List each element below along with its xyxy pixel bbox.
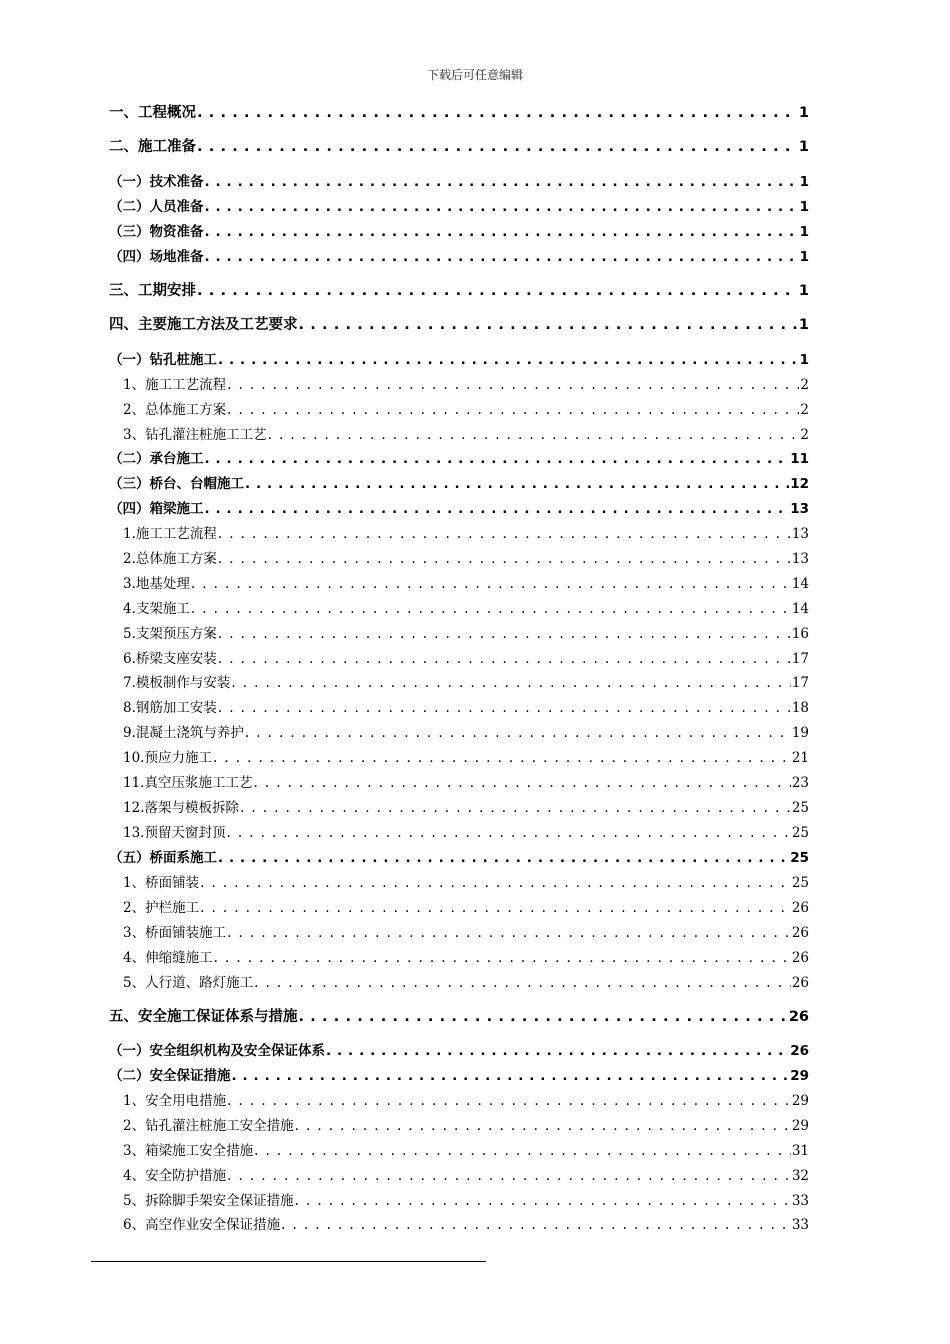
toc-page-number: 1 [798, 283, 809, 299]
page-header: 下载后可任意编辑 [426, 68, 523, 82]
toc-dot-leader [295, 1193, 791, 1209]
toc-dot-leader [227, 1168, 791, 1184]
toc-entry-title: （一）技术准备 [109, 174, 204, 190]
toc-entry[interactable] [123, 647, 809, 667]
toc-entry[interactable] [123, 796, 809, 816]
toc-entry[interactable] [123, 721, 809, 741]
toc-page-number: 26 [791, 900, 809, 916]
toc-page-number: 2 [800, 377, 809, 393]
toc-dot-leader [299, 1009, 788, 1025]
toc-page-number: 1 [799, 224, 809, 240]
toc-dot-leader [205, 174, 799, 190]
toc-entry-title: 7.模板制作与安装 [123, 675, 231, 691]
toc-entry[interactable] [109, 245, 809, 265]
toc-dot-leader [254, 1143, 791, 1159]
toc-dot-leader [205, 224, 799, 240]
toc-entry[interactable] [123, 971, 809, 991]
toc-entry-title: 10.预应力施工 [123, 750, 212, 766]
toc-entry[interactable] [109, 1064, 809, 1084]
toc-page-number: 2 [800, 402, 809, 418]
toc-entry[interactable] [123, 696, 809, 716]
toc-page-number: 33 [791, 1193, 809, 1209]
toc-dot-leader [227, 1093, 791, 1109]
toc-dot-leader [218, 850, 789, 866]
toc-page-number: 21 [791, 750, 809, 766]
toc-entry-title: 13.预留天窗封顶 [123, 825, 226, 841]
toc-entry-title: 一、工程概况 [109, 105, 196, 121]
toc-dot-leader [191, 601, 791, 617]
toc-page-number: 12 [790, 476, 809, 492]
toc-dot-leader [218, 626, 791, 642]
toc-dot-leader [227, 925, 791, 941]
toc-dot-leader [326, 1043, 789, 1059]
toc-entry-title: 3、箱梁施工安全措施 [123, 1143, 254, 1159]
toc-page-number: 18 [791, 700, 809, 716]
toc-dot-leader [231, 675, 790, 691]
toc-entry[interactable] [109, 135, 809, 156]
toc-page-number: 2 [800, 427, 809, 443]
toc-dot-leader [218, 352, 799, 368]
toc-page-number: 11 [790, 451, 809, 467]
toc-page-number: 1 [799, 199, 809, 215]
toc-entry-title: （五）桥面系施工 [109, 850, 217, 866]
toc-entry[interactable] [123, 572, 809, 592]
toc-entry-title: （一）安全组织机构及安全保证体系 [109, 1043, 325, 1059]
toc-entry-title: （二）人员准备 [109, 199, 204, 215]
toc-dot-leader [254, 975, 791, 991]
toc-entry-title: 11.真空压浆施工工艺 [123, 775, 253, 791]
toc-dot-leader [205, 501, 790, 517]
toc-dot-leader [268, 427, 800, 443]
toc-entry[interactable] [123, 1139, 809, 1159]
toc-page-number: 1 [798, 105, 809, 121]
toc-page-number: 31 [791, 1143, 809, 1159]
toc-entry[interactable] [109, 279, 809, 300]
toc-entry-title: 6.桥梁支座安装 [123, 651, 217, 667]
toc-page-number: 25 [790, 850, 809, 866]
toc-entry[interactable] [109, 170, 809, 190]
toc-page-number: 25 [791, 800, 809, 816]
toc-entry-title: 3、钻孔灌注桩施工工艺 [123, 427, 267, 443]
toc-dot-leader [197, 105, 798, 121]
toc-entry-title: 1、安全用电措施 [123, 1093, 227, 1109]
toc-entry[interactable] [109, 220, 809, 240]
toc-page-number: 29 [791, 1093, 809, 1109]
toc-page-number: 26 [791, 975, 809, 991]
toc-page-number: 1 [798, 317, 809, 333]
toc-entry-title: 2、钻孔灌注桩施工安全措施 [123, 1118, 294, 1134]
toc-dot-leader [226, 825, 790, 841]
toc-entry-title: （四）场地准备 [109, 249, 204, 265]
toc-entry[interactable] [123, 746, 809, 766]
toc-dot-leader [281, 1217, 791, 1233]
toc-page-number: 32 [791, 1168, 809, 1184]
toc-entry-title: 6、高空作业安全保证措施 [123, 1217, 281, 1233]
toc-page-number: 14 [791, 576, 809, 592]
toc-entry-title: 8.钢筋加工安装 [123, 700, 217, 716]
toc-dot-leader [214, 950, 791, 966]
toc-entry[interactable] [123, 522, 809, 542]
toc-entry[interactable] [123, 1164, 809, 1184]
toc-entry[interactable] [109, 472, 809, 492]
toc-page-number: 19 [791, 725, 809, 741]
toc-entry-title: （三）物资准备 [109, 224, 204, 240]
toc-page-number: 1 [798, 139, 809, 155]
toc-entry[interactable] [123, 671, 809, 691]
toc-entry-title: （二）承台施工 [109, 451, 204, 467]
toc-entry[interactable] [109, 1039, 809, 1059]
toc-entry[interactable] [123, 622, 809, 642]
toc-dot-leader [240, 800, 791, 816]
toc-entry[interactable] [109, 348, 809, 368]
toc-entry-title: （四）箱梁施工 [109, 501, 204, 517]
toc-entry-title: 二、施工准备 [109, 139, 196, 155]
toc-page-number: 29 [791, 1118, 809, 1134]
toc-dot-leader [200, 900, 791, 916]
toc-entry[interactable] [123, 1089, 809, 1109]
toc-entry-title: 2、总体施工方案 [123, 402, 227, 418]
toc-entry[interactable] [123, 597, 809, 617]
toc-page-number: 33 [791, 1217, 809, 1233]
toc-entry-title: 2、护栏施工 [123, 900, 200, 916]
toc-entry-title: 1、桥面铺装 [123, 875, 200, 891]
toc-dot-leader [191, 576, 791, 592]
toc-entry-title: 4、伸缩缝施工 [123, 950, 213, 966]
toc-entry-title: 5、人行道、路灯施工 [123, 975, 254, 991]
toc-entry[interactable] [123, 398, 809, 418]
toc-dot-leader [218, 651, 791, 667]
toc-entry[interactable] [123, 896, 809, 916]
toc-page-number: 26 [791, 950, 809, 966]
toc-dot-leader [295, 1118, 791, 1134]
toc-dot-leader [205, 451, 790, 467]
toc-page-number: 13 [790, 501, 809, 517]
toc-entry[interactable] [109, 195, 809, 215]
toc-entry[interactable] [109, 497, 809, 517]
toc-page-number: 1 [799, 174, 809, 190]
footer-divider [91, 1261, 486, 1262]
toc-entry[interactable] [109, 1005, 809, 1026]
toc-dot-leader [299, 317, 798, 333]
toc-entry-title: 4.支架施工 [123, 601, 190, 617]
toc-page-number: 26 [788, 1009, 809, 1025]
toc-dot-leader [213, 750, 791, 766]
toc-entry[interactable] [109, 447, 809, 467]
toc-entry-title: 4、安全防护措施 [123, 1168, 227, 1184]
toc-entry[interactable] [123, 423, 809, 443]
toc-dot-leader [245, 725, 791, 741]
toc-entry-title: （一）钻孔桩施工 [109, 352, 217, 368]
toc-dot-leader [205, 249, 799, 265]
toc-entry[interactable] [123, 821, 809, 841]
toc-entry-title: 5.支架预压方案 [123, 626, 217, 642]
toc-page-number: 14 [791, 601, 809, 617]
toc-page-number: 26 [790, 1043, 809, 1059]
toc-entry[interactable] [123, 1213, 809, 1233]
toc-dot-leader [197, 283, 798, 299]
toc-entry-title: 12.落架与模板拆除 [123, 800, 239, 816]
toc-page-number: 13 [791, 551, 809, 567]
toc-page-number: 13 [791, 526, 809, 542]
toc-entry-title: 三、工期安排 [109, 283, 196, 299]
toc-dot-leader [200, 875, 791, 891]
toc-dot-leader [245, 476, 789, 492]
toc-entry[interactable] [109, 313, 809, 334]
toc-entry[interactable] [123, 547, 809, 567]
toc-dot-leader [218, 700, 791, 716]
toc-dot-leader [205, 199, 799, 215]
toc-dot-leader [253, 775, 790, 791]
toc-page-number: 29 [790, 1068, 809, 1084]
toc-entry-title: 3、桥面铺装施工 [123, 925, 227, 941]
toc-entry[interactable] [123, 771, 809, 791]
toc-page-number: 25 [791, 825, 809, 841]
toc-entry-title: 1、施工工艺流程 [123, 377, 227, 393]
toc-entry-title: 1.施工工艺流程 [123, 526, 217, 542]
toc-entry-title: 3.地基处理 [123, 576, 190, 592]
toc-entry[interactable] [123, 1189, 809, 1209]
toc-page-number: 26 [791, 925, 809, 941]
toc-entry[interactable] [123, 1114, 809, 1134]
toc-page-number: 16 [791, 626, 809, 642]
toc-entry-title: （二）安全保证措施 [109, 1068, 231, 1084]
toc-entry-title: 2.总体施工方案 [123, 551, 217, 567]
toc-entry-title: 四、主要施工方法及工艺要求 [109, 317, 298, 333]
toc-dot-leader [197, 139, 798, 155]
toc-entry[interactable] [109, 101, 809, 122]
toc-dot-leader [218, 551, 791, 567]
toc-dot-leader [227, 402, 799, 418]
toc-entry[interactable] [123, 373, 809, 393]
toc-entry-title: 9.混凝土浇筑与养护 [123, 725, 244, 741]
toc-dot-leader [218, 526, 791, 542]
toc-entry[interactable] [123, 871, 809, 891]
toc-entry[interactable] [123, 921, 809, 941]
toc-page-number: 17 [791, 651, 809, 667]
toc-entry[interactable] [123, 946, 809, 966]
toc-dot-leader [227, 377, 799, 393]
toc-page-number: 17 [791, 675, 809, 691]
toc-page-number: 25 [791, 875, 809, 891]
toc-page-number: 1 [799, 249, 809, 265]
toc-entry[interactable] [109, 846, 809, 866]
toc-entry-title: 5、拆除脚手架安全保证措施 [123, 1193, 294, 1209]
toc-page-number: 1 [799, 352, 809, 368]
toc-page-number: 23 [791, 775, 809, 791]
toc-dot-leader [232, 1068, 790, 1084]
toc-entry-title: （三）桥台、台帽施工 [109, 476, 244, 492]
toc-entry-title: 五、安全施工保证体系与措施 [109, 1009, 298, 1025]
